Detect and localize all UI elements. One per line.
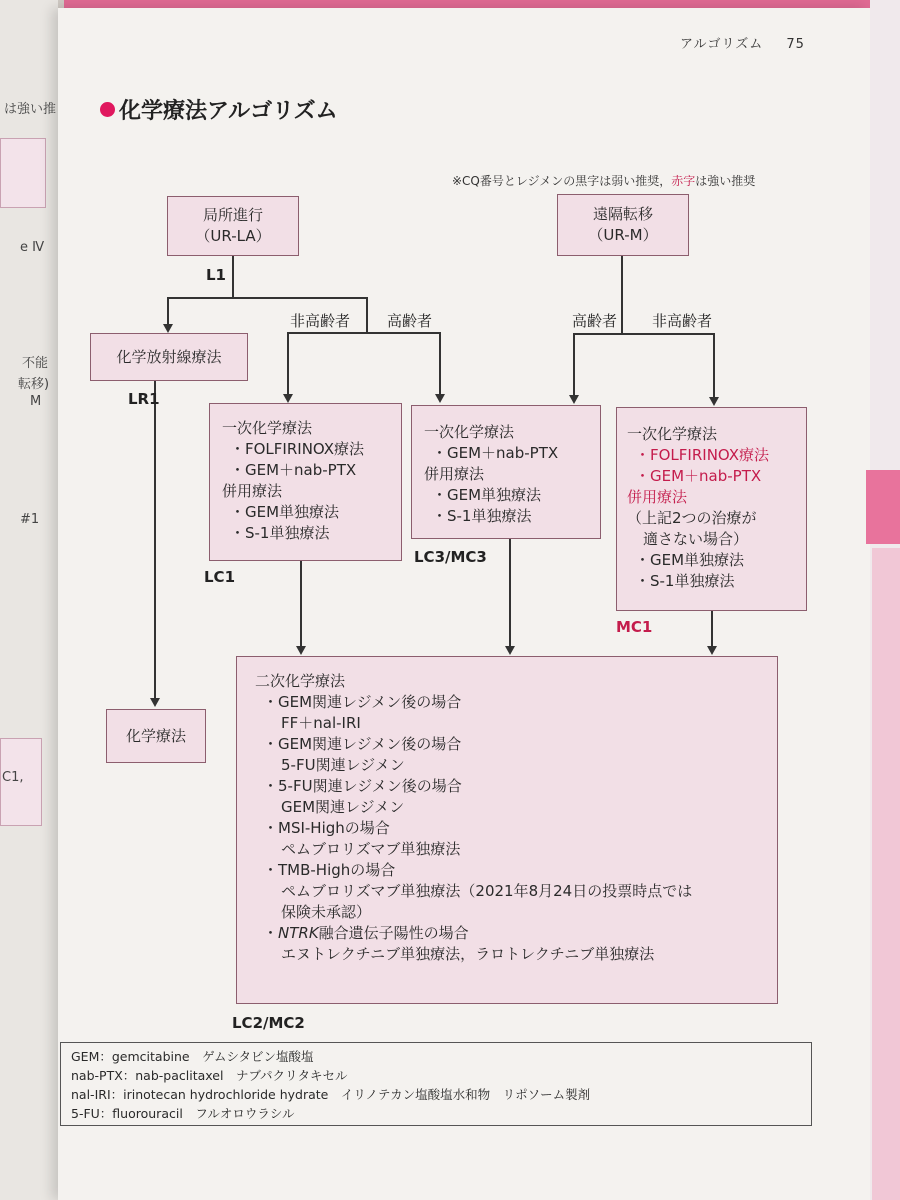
label-lr1: LR1: [128, 390, 160, 408]
box-text: 化学療法: [125, 726, 186, 745]
running-header: [680, 33, 805, 52]
box-text: 遠隔転移: [592, 205, 653, 223]
box-chemotherapy: [106, 709, 206, 763]
glossary-abbr: 5-FU：fluorouracil: [71, 1106, 183, 1121]
left-page-text: M: [30, 394, 42, 409]
left-page-text: 転移): [18, 377, 50, 392]
chapter-tab: [866, 470, 900, 544]
box-text: 併用療法: [627, 488, 688, 506]
left-page-text: e Ⅳ: [20, 240, 45, 255]
connector-line: [711, 611, 713, 647]
glossary-abbr: nab-PTX：nab-paclitaxel: [71, 1068, 224, 1083]
box-text: 併用療法: [222, 482, 283, 500]
connector-line: [439, 332, 441, 394]
glossary-ja: イリノテカン塩酸塩水和物 リポソーム製剤: [340, 1087, 591, 1102]
connector-line: [509, 539, 511, 647]
connector-line: [621, 256, 623, 334]
box-text: ・GEM単独療法: [635, 551, 745, 569]
glossary-item: [71, 1047, 801, 1066]
left-page: [0, 0, 58, 1200]
left-page-box: [0, 138, 46, 208]
box-locally-advanced: [167, 196, 299, 256]
glossary-ja: ナブパクリタキセル: [235, 1068, 348, 1083]
box-text: ・GEM＋nab-PTX: [635, 467, 762, 485]
box-text: ・GEM＋nab-PTX: [432, 444, 559, 462]
box-text: エヌトレクチニブ単独療法，ラロトレクチニブ単独療法: [281, 945, 655, 963]
note-prefix: ※CQ番号とレジメンの黒字は弱い推奨，: [452, 174, 672, 188]
connector-line: [154, 381, 156, 699]
page-title-text: 化学療法アルゴリズム: [119, 99, 338, 124]
box-text: ・GEM関連レジメン後の場合: [263, 693, 462, 711]
box-text: ・S-1単独療法: [635, 572, 735, 590]
connector-line: [366, 297, 368, 333]
label-lc3-mc3: LC3/MC3: [414, 548, 487, 566]
connector-line: [287, 332, 441, 334]
abbreviation-glossary: [60, 1042, 812, 1126]
running-title: アルゴリズム: [680, 37, 764, 52]
box-text: 5-FU関連レジメン: [281, 756, 405, 774]
box-text: ペムブロリズマブ単独療法（2021年8月24日の投票時点では: [281, 882, 693, 900]
arrow-down-icon: [163, 324, 173, 333]
label-lc1: LC1: [204, 568, 236, 586]
box-text: ・TMB-Highの場合: [263, 861, 396, 879]
box-text: ・S-1単独療法: [230, 524, 330, 542]
box-text: [255, 923, 767, 944]
box-text: ・GEM単独療法: [230, 503, 340, 521]
box-text: ・5-FU関連レジメン後の場合: [263, 777, 462, 795]
connector-line: [167, 297, 367, 299]
box-text: ・S-1単独療法: [432, 507, 532, 525]
left-page-text: C1,: [2, 770, 24, 785]
glossary-abbr: GEM：gemcitabine: [71, 1049, 190, 1064]
box-text: 保険未承認）: [281, 903, 372, 921]
recommendation-note: [452, 172, 755, 189]
glossary-item: [71, 1066, 801, 1085]
connector-line: [232, 256, 234, 298]
arrow-down-icon: [283, 394, 293, 403]
connector-line: [573, 333, 575, 395]
box-text: ・: [263, 924, 279, 942]
left-page-text: は強い推: [4, 102, 57, 117]
bullet-dot-icon: [100, 102, 115, 117]
box-text: NTRK: [278, 924, 319, 942]
box-text: 二次化学療法: [255, 672, 346, 690]
connector-line: [713, 333, 715, 397]
box-second-line: [236, 656, 778, 1004]
box-distant-metastasis: [557, 194, 689, 256]
box-text: ・MSI-Highの場合: [263, 819, 390, 837]
box-first-line-lc1: [209, 403, 402, 561]
label-non-elderly: 非高齢者: [652, 312, 713, 330]
glossary-ja: ゲムシタビン塩酸塩: [202, 1049, 314, 1064]
box-text: 局所進行: [202, 206, 263, 224]
box-text: 一次化学療法: [424, 423, 515, 441]
connector-line: [300, 561, 302, 647]
box-text: 融合遺伝子陽性の場合: [318, 924, 469, 942]
box-text: ペムブロリズマブ単独療法: [281, 840, 461, 858]
label-l1: L1: [206, 266, 226, 284]
label-elderly: 高齢者: [572, 312, 618, 330]
arrow-down-icon: [505, 646, 515, 655]
page-title: [100, 94, 338, 125]
left-page-text: 不能: [22, 356, 49, 371]
box-text: ・FOLFIRINOX療法: [635, 446, 770, 464]
label-elderly: 高齢者: [387, 312, 433, 330]
page-number: 75: [786, 37, 805, 52]
box-chemoradiation: [90, 333, 248, 381]
box-text: FF＋nal-IRI: [281, 714, 361, 732]
box-text: 併用療法: [424, 465, 485, 483]
label-non-elderly: 非高齢者: [290, 312, 351, 330]
glossary-ja: フルオロウラシル: [195, 1106, 295, 1121]
box-text: 一次化学療法: [222, 419, 313, 437]
arrow-down-icon: [569, 395, 579, 404]
box-text: （上記2つの治療が: [627, 509, 757, 527]
arrow-down-icon: [150, 698, 160, 707]
arrow-down-icon: [435, 394, 445, 403]
label-mc1: MC1: [616, 618, 653, 636]
box-first-line-mc1: [616, 407, 807, 611]
box-text: ・GEM関連レジメン後の場合: [263, 735, 462, 753]
arrow-down-icon: [707, 646, 717, 655]
page-edge-band: [872, 548, 900, 1200]
note-red: 赤字: [671, 174, 696, 188]
box-text: ・FOLFIRINOX療法: [230, 440, 365, 458]
box-text: 化学放射線療法: [116, 347, 222, 366]
glossary-abbr: nal-IRI：irinotecan hydrochloride hydrate: [71, 1087, 329, 1102]
arrow-down-icon: [709, 397, 719, 406]
box-text: （UR-M）: [588, 226, 658, 244]
box-text: （UR-LA）: [195, 227, 271, 245]
connector-line: [573, 333, 715, 335]
box-text: 一次化学療法: [627, 425, 718, 443]
box-text: 適さない場合）: [643, 530, 749, 548]
glossary-item: [71, 1085, 801, 1104]
label-lc2-mc2: LC2/MC2: [232, 1014, 305, 1032]
left-page-text: #1: [20, 512, 40, 527]
box-text: ・GEM単独療法: [432, 486, 542, 504]
box-text: ・GEM＋nab-PTX: [230, 461, 357, 479]
connector-line: [167, 297, 169, 325]
glossary-item: [71, 1104, 801, 1123]
note-suffix: は強い推奨: [695, 174, 756, 188]
box-text: GEM関連レジメン: [281, 798, 405, 816]
connector-line: [287, 332, 289, 394]
box-first-line-lc3: [411, 405, 601, 539]
arrow-down-icon: [296, 646, 306, 655]
